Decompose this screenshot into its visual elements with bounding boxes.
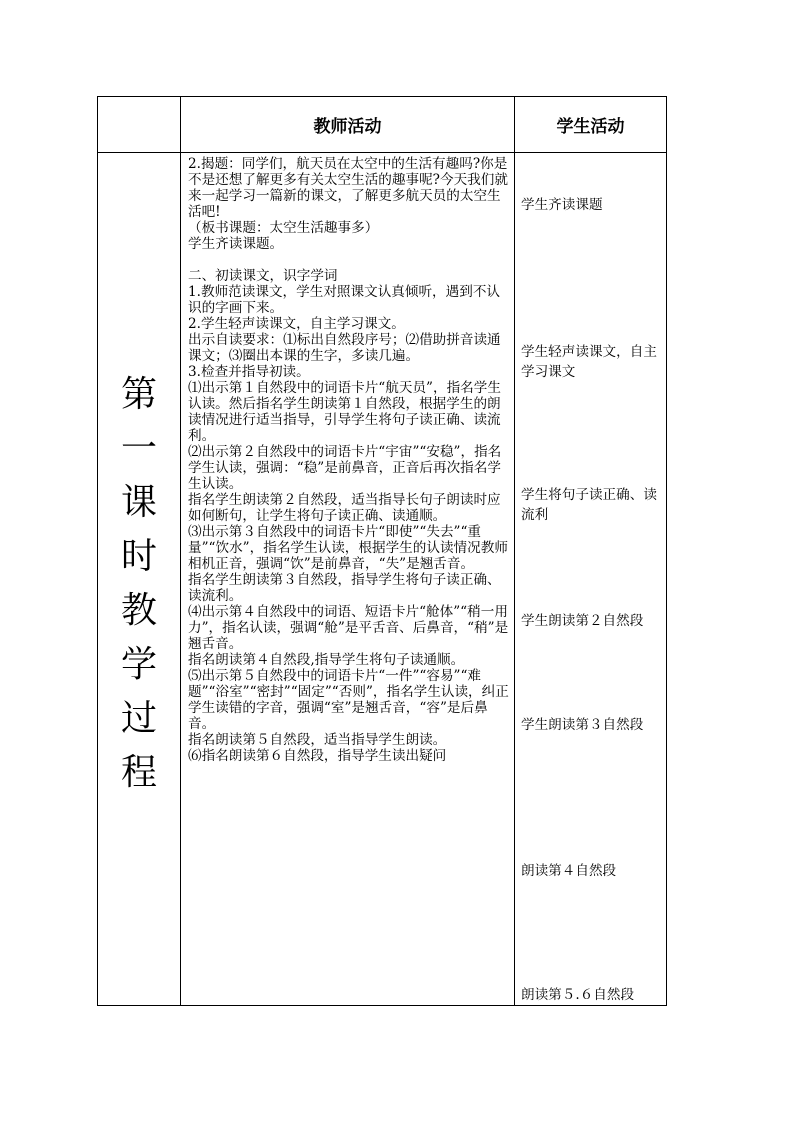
teacher-activity-text: 2.揭题：同学们，航天员在太空中的生活有趣吗?你是不是还想了解更多有关太空生活的趣事呢?今天我们就来一起学习一篇新的课文，了解更多航天员的太空生活吧! （板书课题：太空生活趣事多） 学生齐读课题。 二、初读课文，识字学词 1.教师范读课文，学生对照课文认真倾听，遇到不认识的字画下来。 2.学生轻声读课文，自主学习课文。 出示自读要求：⑴标出自然段序号；⑵借助拼音读通课文；⑶圈出本课的生字，多读几遍。 3.检查并指导初读。 ⑴出示第１自然段中的词语卡片“航天员”，指名学生认读。然后指名学生朗读第１自然段，根据学生的朗读情况进行适当指导，引导学生将句子读正确、读流利。 ⑵出示第２自然段中的词语卡片“宇宙”“安稳”，指名学生认读，强调：“稳”是前鼻音，正音后再次指名学生认读。 指名学生朗读第２自然段，适当指导长句子朗读时应如何断句，让学生将句子读正确、读通顺。 ⑶出示第３自然段中的词语卡片“即使”“失去”“重量”“饮水”，指名学生认读，根据学生的认读情况教师相机正音，强调“饮”是前鼻音，“失”是翘舌音。 指名学生朗读第３自然段，指导学生将句子读正确、读流利。 ⑷出示第４自然段中的词语、短语卡片“舱体”“稍一用力”，指名认读，强调“舱”是平舌音、后鼻音，“稍”是翘舌音。 指名朗读第４自然段,指导学生将句子读通顺。 ⑸出示第５自然段中的词语卡片“一件”“容易”“难题”“浴室”“密封”“固定”“否则”，指名学生认读，纠正学生读错的字音，强调“室”是翘舌音，“容”是后鼻音。 指名朗读第５自然段，适当指导学生朗读。 ⑹指名朗读第６自然段，指导学生读出疑问 — [188, 156, 509, 764]
side-title: 第一课时教学过程 — [120, 374, 157, 793]
teacher-activity-cell — [181, 153, 515, 1006]
header-teacher-activity: 教师活动 — [181, 97, 515, 153]
student-activity-item: 学生将句子读正确、读流利 — [521, 487, 657, 523]
lesson-plan-table — [97, 96, 667, 1006]
student-activity-item: 学生轻声读课文，自主学习课文 — [521, 344, 657, 380]
student-activity-item: 朗读第４自然段 — [521, 863, 617, 879]
student-activity-cell — [515, 153, 667, 1006]
student-activity-item: 学生朗读第２自然段 — [521, 613, 644, 629]
header-row — [98, 97, 667, 153]
content-row — [98, 153, 667, 1006]
header-blank-cell — [98, 97, 181, 153]
student-activity-item: 学生朗读第３自然段 — [521, 717, 644, 733]
header-student-activity: 学生活动 — [515, 97, 667, 153]
student-activity-item: 朗读第５.６自然段 — [521, 987, 635, 1003]
student-activity-item: 学生齐读课题 — [521, 197, 603, 213]
side-title-cell — [98, 153, 181, 1006]
